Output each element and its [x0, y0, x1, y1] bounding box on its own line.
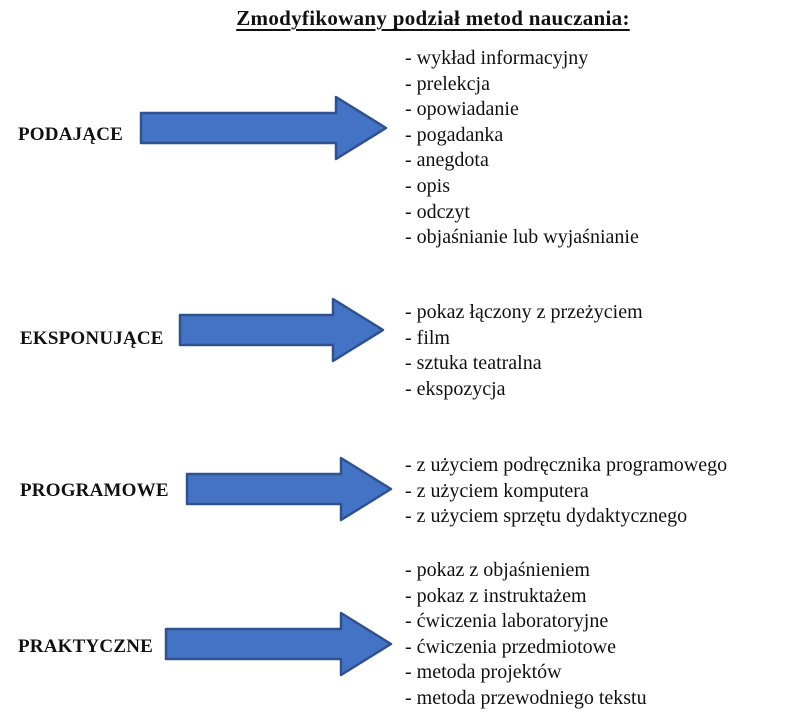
right-block-arrow-icon [139, 95, 388, 161]
method-item: - metoda przewodniego tekstu [405, 686, 647, 709]
method-item: - odczyt [405, 200, 470, 223]
method-item: - sztuka teatralna [405, 352, 542, 375]
method-item: - opis [405, 174, 450, 197]
method-item: - z użyciem podręcznika programowego [405, 454, 728, 476]
method-item: - wykład informacyjny [405, 47, 589, 69]
group-label-podajace: PODAJĄCE [18, 124, 124, 145]
method-item: - film [405, 326, 450, 349]
method-item: - pokaz z objaśnieniem [405, 559, 590, 581]
method-item: - anegdota [405, 149, 489, 172]
group-label-programowe: PROGRAMOWE [20, 480, 169, 501]
method-list-praktyczne [405, 558, 647, 712]
method-list-programowe [405, 453, 727, 530]
group-label-eksponujace: EKSPONUJĄCE [20, 328, 164, 349]
method-item: - ćwiczenia laboratoryjne [405, 610, 609, 633]
right-block-arrow-icon [164, 611, 393, 677]
right-block-arrow-icon [185, 456, 393, 522]
method-item: - z użyciem komputera [405, 479, 589, 502]
method-item: - opowiadanie [405, 98, 519, 121]
method-list-eksponujace [405, 300, 643, 402]
method-item: - ćwiczenia przedmiotowe [405, 635, 617, 658]
method-item: - pokaz łączony z przeżyciem [405, 301, 643, 323]
group-label-praktyczne: PRAKTYCZNE [18, 636, 154, 657]
method-item: - metoda projektów [405, 661, 562, 684]
method-list-podajace [405, 46, 639, 251]
method-item: - ekspozycja [405, 377, 506, 400]
right-block-arrow-icon [178, 297, 385, 363]
method-item: - objaśnianie lub wyjaśnianie [405, 226, 639, 249]
method-item: - pogadanka [405, 123, 504, 146]
method-item: - prelekcja [405, 72, 490, 95]
page-title: Zmodyfikowany podział metod nauczania: [236, 6, 630, 30]
method-item: - pokaz z instruktażem [405, 584, 587, 607]
method-item: - z użyciem sprzętu dydaktycznego [405, 505, 688, 528]
